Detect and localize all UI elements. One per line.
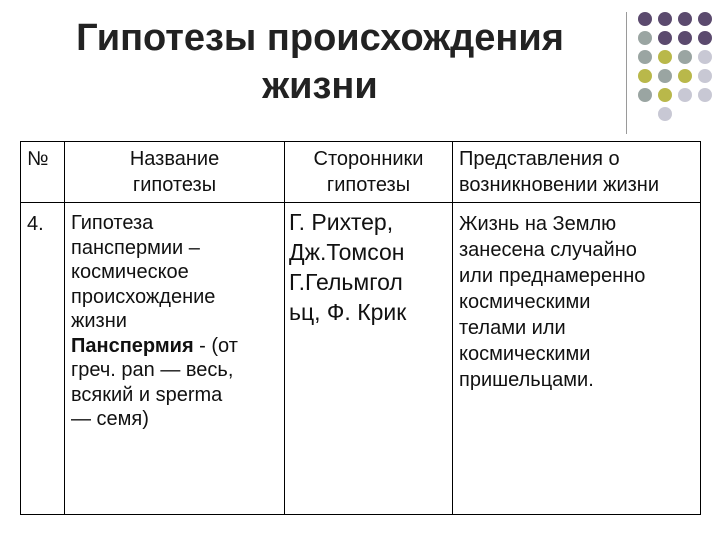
table-row — [21, 203, 701, 515]
decorative-dot — [658, 12, 672, 26]
slide-title-line-1: Гипотезы происхождения — [76, 17, 564, 59]
decorative-dot — [638, 50, 652, 64]
header-hypothesis-name: Название гипотезы — [65, 142, 285, 203]
term-line: Панспермия - (от — [71, 334, 238, 357]
decorative-dot — [658, 69, 672, 83]
decorative-dot — [678, 12, 692, 26]
decorative-dot-grid — [638, 12, 712, 121]
decorative-dot — [678, 88, 692, 102]
decorative-dot — [678, 31, 692, 45]
row-number: 4. — [21, 203, 65, 515]
decorative-dot — [638, 107, 652, 121]
hypotheses-table — [20, 141, 701, 515]
decorative-dot — [638, 88, 652, 102]
decorative-dot — [698, 12, 712, 26]
decorative-dot — [678, 107, 692, 121]
decorative-dot — [698, 50, 712, 64]
slide-title — [40, 14, 600, 110]
decorative-dot — [638, 31, 652, 45]
row-supporters: Г. Рихтер, Дж.Томсон Г.Гельмгол ьц, Ф. Крик — [285, 203, 453, 515]
row-ideas: Жизнь на Землю занесена случайно или преднамеренно космическими телами или космическими пришельцами. — [453, 203, 701, 515]
header-supporters: Сторонники гипотезы — [285, 142, 453, 203]
decorative-dot — [698, 107, 712, 121]
decorative-dot — [658, 50, 672, 64]
table-header-row — [21, 142, 701, 203]
row-hypothesis-name: Гипотеза панспермии – космическое происхождение жизни Панспермия - (от греч. pan — весь, всякий и sperma — семя) — [65, 203, 285, 515]
decorative-dot — [698, 88, 712, 102]
decorative-divider — [626, 12, 627, 134]
decorative-dot — [638, 69, 652, 83]
decorative-dot — [658, 31, 672, 45]
decorative-dot — [698, 31, 712, 45]
decorative-dot — [658, 88, 672, 102]
header-number: № — [21, 142, 65, 203]
slide-title-line-2: жизни — [262, 65, 378, 107]
decorative-dot — [638, 12, 652, 26]
decorative-dot — [698, 69, 712, 83]
term-bold: Панспермия — [71, 334, 194, 357]
decorative-dot — [678, 69, 692, 83]
header-ideas: Представления о возникновении жизни — [453, 142, 701, 203]
decorative-dot — [678, 50, 692, 64]
decorative-dot — [658, 107, 672, 121]
